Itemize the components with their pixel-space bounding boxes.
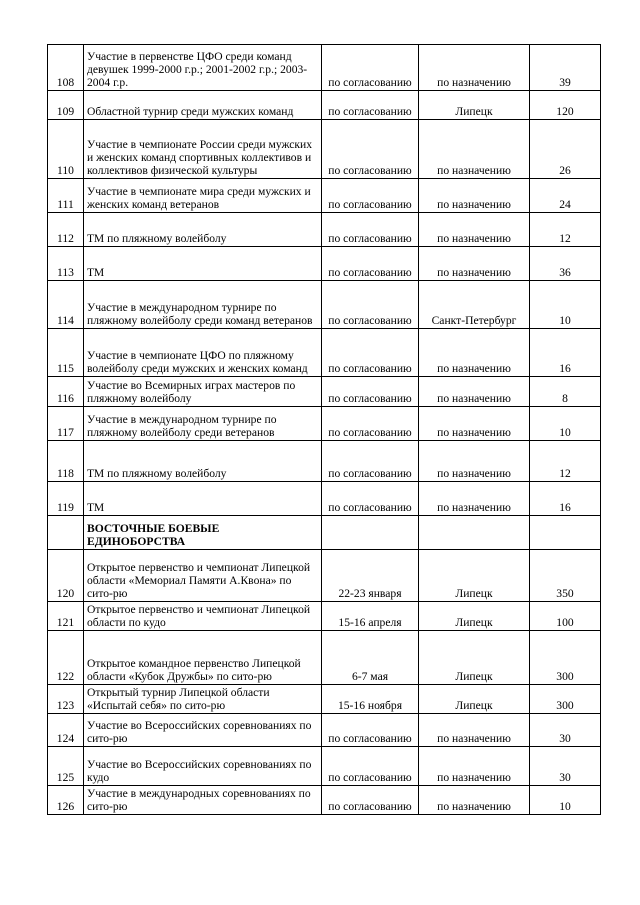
event-place: по назначению xyxy=(419,329,530,377)
participant-count: 8 xyxy=(530,377,601,407)
table-row xyxy=(48,281,601,329)
table-row xyxy=(48,247,601,281)
row-number: 113 xyxy=(48,247,84,281)
participant-count: 24 xyxy=(530,179,601,213)
row-number: 125 xyxy=(48,747,84,786)
row-number: 126 xyxy=(48,786,84,815)
table-row xyxy=(48,747,601,786)
event-place: Липецк xyxy=(419,602,530,631)
event-date: по согласованию xyxy=(322,747,419,786)
event-place: по назначению xyxy=(419,213,530,247)
row-number: 119 xyxy=(48,482,84,516)
participant-count: 16 xyxy=(530,329,601,377)
participant-count: 12 xyxy=(530,441,601,482)
event-date: по согласованию xyxy=(322,45,419,91)
row-number: 112 xyxy=(48,213,84,247)
event-name: ТМ по пляжному волейболу xyxy=(84,441,322,482)
event-place xyxy=(419,516,530,550)
event-name: Участие во Всемирных играх мастеров по пляжному волейболу xyxy=(84,377,322,407)
event-name: Участие в чемпионате России среди мужских и женских команд спортивных коллективов и коллективов физической культуры xyxy=(84,120,322,179)
table-row xyxy=(48,407,601,441)
event-date: по согласованию xyxy=(322,377,419,407)
event-date: по согласованию xyxy=(322,482,419,516)
participant-count: 120 xyxy=(530,91,601,120)
event-name: Участие в первенстве ЦФО среди команд девушек 1999-2000 г.р.; 2001-2002 г.р.; 2003-2004 г.р. xyxy=(84,45,322,91)
row-number: 111 xyxy=(48,179,84,213)
row-number: 117 xyxy=(48,407,84,441)
event-place: по назначению xyxy=(419,482,530,516)
participant-count: 350 xyxy=(530,550,601,602)
event-name: Участие в чемпионате мира среди мужских и женских команд ветеранов xyxy=(84,179,322,213)
event-name: Областной турнир среди мужских команд xyxy=(84,91,322,120)
event-date: по согласованию xyxy=(322,407,419,441)
section-title: ВОСТОЧНЫЕ БОЕВЫЕ ЕДИНОБОРСТВА xyxy=(84,516,322,550)
participant-count: 26 xyxy=(530,120,601,179)
participant-count: 10 xyxy=(530,407,601,441)
event-name: Участие в международном турнире по пляжному волейболу среди команд ветеранов xyxy=(84,281,322,329)
event-date xyxy=(322,516,419,550)
event-place: по назначению xyxy=(419,45,530,91)
row-number: 115 xyxy=(48,329,84,377)
event-date: 15-16 апреля xyxy=(322,602,419,631)
event-date: по согласованию xyxy=(322,329,419,377)
table-row xyxy=(48,329,601,377)
row-number: 121 xyxy=(48,602,84,631)
participant-count: 12 xyxy=(530,213,601,247)
row-number: 124 xyxy=(48,714,84,747)
row-number: 110 xyxy=(48,120,84,179)
table-row xyxy=(48,550,601,602)
event-name: ТМ xyxy=(84,247,322,281)
event-date: 15-16 ноября xyxy=(322,685,419,714)
event-date: 6-7 мая xyxy=(322,631,419,685)
table-row xyxy=(48,602,601,631)
participant-count: 36 xyxy=(530,247,601,281)
event-name: Участие во Всероссийских соревнованиях по сито-рю xyxy=(84,714,322,747)
table-row xyxy=(48,482,601,516)
event-name: Участие во Всероссийских соревнованиях по кудо xyxy=(84,747,322,786)
event-place: по назначению xyxy=(419,714,530,747)
participant-count: 10 xyxy=(530,786,601,815)
row-number: 123 xyxy=(48,685,84,714)
participant-count: 100 xyxy=(530,602,601,631)
table-row xyxy=(48,714,601,747)
row-number: 120 xyxy=(48,550,84,602)
participant-count xyxy=(530,516,601,550)
table-row xyxy=(48,120,601,179)
event-place: по назначению xyxy=(419,441,530,482)
participant-count: 10 xyxy=(530,281,601,329)
participant-count: 16 xyxy=(530,482,601,516)
event-date: по согласованию xyxy=(322,91,419,120)
event-name: Открытое первенство и чемпионат Липецкой области по кудо xyxy=(84,602,322,631)
participant-count: 300 xyxy=(530,631,601,685)
row-number: 116 xyxy=(48,377,84,407)
table-row xyxy=(48,179,601,213)
event-place: по назначению xyxy=(419,407,530,441)
participant-count: 30 xyxy=(530,747,601,786)
table-row xyxy=(48,685,601,714)
event-name: Участие в международных соревнованиях по сито-рю xyxy=(84,786,322,815)
table-row xyxy=(48,377,601,407)
event-name: Открытое первенство и чемпионат Липецкой области «Мемориал Памяти А.Квона» по сито-рю xyxy=(84,550,322,602)
event-place: по назначению xyxy=(419,179,530,213)
event-place: по назначению xyxy=(419,747,530,786)
events-table xyxy=(47,44,601,815)
participant-count: 300 xyxy=(530,685,601,714)
event-place: Липецк xyxy=(419,631,530,685)
table-row xyxy=(48,213,601,247)
event-place: по назначению xyxy=(419,120,530,179)
event-date: по согласованию xyxy=(322,179,419,213)
participant-count: 30 xyxy=(530,714,601,747)
event-place: Санкт-Петербург xyxy=(419,281,530,329)
event-date: по согласованию xyxy=(322,247,419,281)
event-date: 22-23 января xyxy=(322,550,419,602)
event-name: ТМ xyxy=(84,482,322,516)
participant-count: 39 xyxy=(530,45,601,91)
event-place: Липецк xyxy=(419,550,530,602)
event-date: по согласованию xyxy=(322,120,419,179)
event-name: Участие в чемпионате ЦФО по пляжному волейболу среди мужских и женских команд xyxy=(84,329,322,377)
table-row xyxy=(48,45,601,91)
row-number: 122 xyxy=(48,631,84,685)
event-date: по согласованию xyxy=(322,213,419,247)
table-row xyxy=(48,441,601,482)
event-place: по назначению xyxy=(419,377,530,407)
row-number: 114 xyxy=(48,281,84,329)
event-date: по согласованию xyxy=(322,714,419,747)
event-date: по согласованию xyxy=(322,786,419,815)
event-name: Участие в международном турнире по пляжному волейболу среди ветеранов xyxy=(84,407,322,441)
row-number: 118 xyxy=(48,441,84,482)
table-row xyxy=(48,631,601,685)
event-name: ТМ по пляжному волейболу xyxy=(84,213,322,247)
event-place: по назначению xyxy=(419,247,530,281)
table-row xyxy=(48,91,601,120)
event-place: Липецк xyxy=(419,685,530,714)
event-name: Открытое командное первенство Липецкой области «Кубок Дружбы» по сито-рю xyxy=(84,631,322,685)
row-number: 109 xyxy=(48,91,84,120)
event-date: по согласованию xyxy=(322,441,419,482)
event-place: Липецк xyxy=(419,91,530,120)
section-header-row xyxy=(48,516,601,550)
event-place: по назначению xyxy=(419,786,530,815)
row-number xyxy=(48,516,84,550)
table-row xyxy=(48,786,601,815)
row-number: 108 xyxy=(48,45,84,91)
document-page xyxy=(47,44,601,815)
event-name: Открытый турнир Липецкой области «Испытай себя» по сито-рю xyxy=(84,685,322,714)
event-date: по согласованию xyxy=(322,281,419,329)
